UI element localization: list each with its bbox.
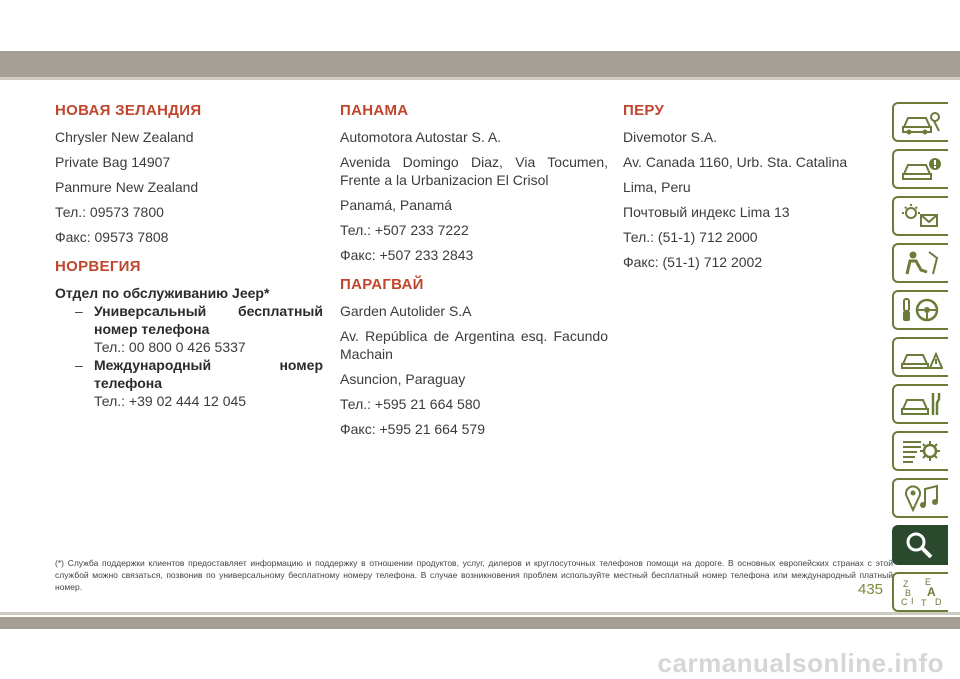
car-info-icon[interactable]	[892, 102, 948, 142]
footnote: (*) Служба поддержки клиентов предоставляет информацию и поддержку в отношении продуктов, услуг, дилеров и круглосуточных телефонов помощи на дороге. В основных европейских странах с этой службой можно связаться, позвонив по универсальному бесплатному номеру телефона. В случае возникновения проблем используйте местный бесплатный номер телефона или международный платный номер.	[55, 558, 893, 592]
watermark	[0, 648, 960, 679]
norway-department: Отдел по обслуживанию Jeep*	[55, 285, 270, 301]
dash: –	[75, 357, 83, 373]
index-letter: Z	[903, 579, 909, 589]
item-phone: Тел.: +39 02 444 12 045	[94, 393, 247, 409]
nz-line: Тел.: 09573 7800	[55, 204, 164, 220]
chapter-tabs	[892, 102, 960, 619]
maintenance-icon[interactable]	[892, 384, 948, 424]
py-line: Av. República de Argentina esq. Facundo Machain	[340, 328, 608, 362]
py-line: Asuncion, Paraguay	[340, 371, 466, 387]
nz-line: Chrysler New Zealand	[55, 129, 194, 145]
alphabetical-index-icon[interactable]	[892, 572, 948, 612]
index-letter: T	[921, 598, 927, 607]
warning-lights-icon[interactable]	[892, 149, 948, 189]
column-new-zealand-norway	[55, 102, 323, 410]
nz-line: Private Bag 14907	[55, 154, 171, 170]
item-title: Универсальный бесплатный номер телефона	[94, 303, 323, 337]
footer-line	[0, 612, 960, 615]
pe-line: Lima, Peru	[623, 179, 691, 195]
heading-new-zealand: НОВАЯ ЗЕЛАНДИЯ	[55, 102, 202, 119]
py-line: Garden Autolider S.A	[340, 303, 472, 319]
dash: –	[75, 303, 83, 319]
index-letter: B	[905, 588, 912, 598]
column-panama-paraguay	[340, 102, 608, 445]
pa-line: Тел.: +507 233 7222	[340, 222, 469, 238]
heading-peru: ПЕРУ	[623, 102, 665, 119]
pa-line: Факс: +507 233 2843	[340, 247, 474, 263]
starting-driving-icon[interactable]	[892, 290, 948, 330]
search-index-icon[interactable]	[892, 525, 948, 565]
index-letter: D	[935, 597, 942, 607]
list-item	[55, 356, 323, 410]
safety-icon[interactable]	[892, 243, 948, 283]
page-number: 435	[858, 581, 884, 598]
heading-paraguay: ПАРАГВАЙ	[340, 276, 424, 293]
specifications-icon[interactable]	[892, 431, 948, 471]
list-item	[55, 302, 323, 356]
footer-bar	[0, 617, 960, 629]
header-line	[0, 77, 960, 80]
dashboard-lights-icon[interactable]	[892, 196, 948, 236]
pa-line: Avenida Domingo Diaz, Via Tocumen, Frente a la Urbanizacion El Crisol	[340, 154, 608, 188]
pa-line: Automotora Autostar S. A.	[340, 129, 502, 145]
index-letter: E	[925, 577, 932, 587]
item-phone: Тел.: 00 800 0 426 5337	[94, 339, 246, 355]
nz-line: Panmure New Zealand	[55, 179, 199, 195]
nz-line: Факс: 09573 7808	[55, 229, 169, 245]
column-peru	[623, 102, 891, 278]
heading-norway: НОРВЕГИЯ	[55, 258, 141, 275]
py-line: Тел.: +595 21 664 580	[340, 396, 481, 412]
pe-line: Av. Canada 1160, Urb. Sta. Catalina	[623, 154, 848, 170]
py-line: Факс: +595 21 664 579	[340, 421, 485, 437]
pe-line: Тел.: (51-1) 712 2000	[623, 229, 758, 245]
heading-panama: ПАНАМА	[340, 102, 409, 119]
pe-line: Факс: (51-1) 712 2002	[623, 254, 763, 270]
pe-line: Divemotor S.A.	[623, 129, 718, 145]
index-letter: C	[901, 597, 908, 607]
index-letter: I	[911, 596, 914, 606]
header-bar	[0, 51, 960, 77]
item-title: Международный номер телефона	[94, 357, 323, 391]
pe-line: Почтовый индекс Lima 13	[623, 204, 790, 220]
watermark-text: carmanualsonline.info	[657, 648, 944, 678]
index-letter: A	[927, 585, 936, 599]
emergency-icon[interactable]	[892, 337, 948, 377]
pa-line: Panamá, Panamá	[340, 197, 453, 213]
multimedia-icon[interactable]	[892, 478, 948, 518]
